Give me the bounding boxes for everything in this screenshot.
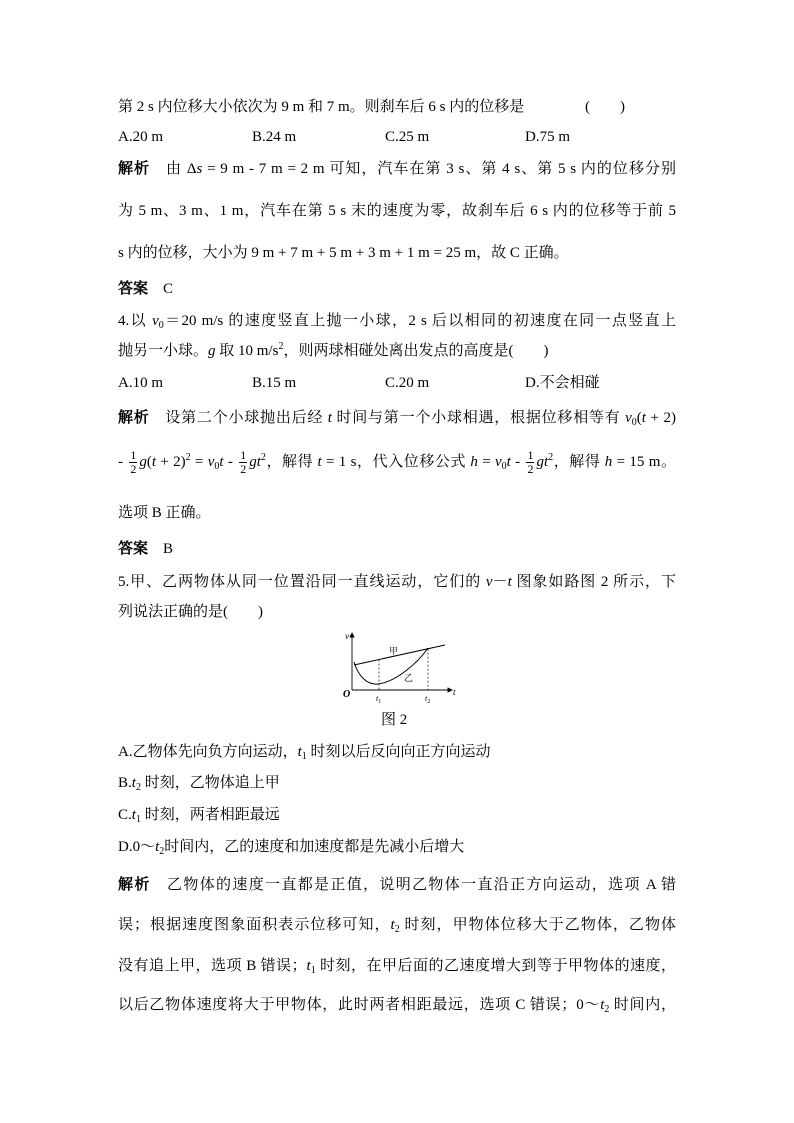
q3-answer-bracket: ( ) <box>585 99 625 115</box>
math-variable: t <box>306 958 311 974</box>
q3-option-a: A.20 m <box>118 129 163 145</box>
math-variable: h <box>604 454 613 470</box>
fraction-denominator: 2 <box>527 462 534 477</box>
t1-label-sub: 1 <box>378 699 382 705</box>
subscript: 0 <box>631 417 637 428</box>
superscript: 2 <box>185 452 191 463</box>
text-run: C <box>148 281 174 297</box>
text-run: - <box>510 454 525 470</box>
math-variable: v <box>625 410 632 426</box>
text-run: 由 Δ <box>150 161 197 177</box>
superscript: 2 <box>260 452 266 463</box>
t2-label-base: t <box>425 694 428 703</box>
text-run: = 15 m。 <box>612 454 676 470</box>
text-run: 取 10 m/s <box>215 343 279 359</box>
section-label: 答案 <box>118 281 149 297</box>
subscript: 0 <box>214 461 220 472</box>
jia-label: 甲 <box>389 646 399 656</box>
q3-option-b: B.24 m <box>252 129 297 145</box>
q5-analysis-line-3 <box>118 956 676 976</box>
t-axis-label: t <box>453 687 456 697</box>
q3-stem-line <box>118 97 524 117</box>
math-variable: h <box>470 454 478 470</box>
text-run: 时间与第一个小球相遇，根据位移相等有 <box>331 410 626 426</box>
subscript: 2 <box>135 782 141 793</box>
math-variable: t <box>131 775 136 791</box>
text-run: 5.甲、乙两物体从同一位置沿同一直线运动，它们的 <box>118 574 486 590</box>
math-variable: v <box>207 454 215 470</box>
q5-option-c <box>118 805 280 825</box>
text-run: 误；根据速度图象面积表示位移可知， <box>118 917 391 933</box>
q4-option-d: D.不会相碰 <box>525 375 600 391</box>
q4-option-b: B.15 m <box>252 375 297 391</box>
q3-analysis-line-2 <box>118 201 676 221</box>
text-run: = <box>477 454 495 470</box>
text-run: 以后乙物体速度将大于甲物体，此时两者相距最远，选项 C 错误；0～ <box>118 997 601 1013</box>
q4-stem-line-2 <box>118 341 548 361</box>
math-variable: t <box>131 807 136 823</box>
text-run: s 内的位移，大小为 9 m + 7 m + 5 m + 3 m + 1 m = 25 m，故 C 正确。 <box>118 245 569 261</box>
text-run: = <box>190 454 208 470</box>
text-run: B. <box>118 775 132 791</box>
subscript: 2 <box>604 1004 610 1015</box>
section-label: 解析 <box>118 410 150 426</box>
text-run: 时刻，乙物体追上甲 <box>140 775 280 791</box>
math-variable: t <box>155 839 160 855</box>
q4-option-a: A.10 m <box>118 375 163 391</box>
math-variable: t <box>506 454 511 470</box>
q4-analysis-line-2 <box>118 447 676 477</box>
text-run: 时间内， <box>609 997 676 1013</box>
text-run: 时刻，在甲后面的乙速度增大到等于甲物体的速度， <box>315 958 676 974</box>
math-variable: gt <box>249 454 261 470</box>
fraction-denominator: 2 <box>240 462 247 477</box>
math-variable: v <box>485 574 493 590</box>
q3-stem-text: 第 2 s 内位移大小依次为 9 m 和 7 m。则刹车后 6 s 内的位移是 <box>118 99 525 115</box>
text-run: B <box>148 541 174 557</box>
text-run: 时间内，乙的速度和加速度都是先减小后增大 <box>164 839 465 855</box>
text-run: A.乙物体先向负方向运动， <box>118 744 298 760</box>
math-variable: t <box>327 410 332 426</box>
section-label: 解析 <box>118 877 151 893</box>
q3-option-c: C.25 m <box>385 129 430 145</box>
math-variable: v <box>494 454 502 470</box>
v-t-diagram <box>335 628 465 708</box>
text-run: 为 5 m、3 m、1 m，汽车在第 5 s 末的速度为零，故刹车后 6 s 内的位移等于前 5 <box>118 203 676 219</box>
origin-label: O <box>343 689 351 700</box>
text-run: 时刻，两者相距最远 <box>140 807 280 823</box>
q5-analysis-line-1 <box>118 875 676 895</box>
fraction <box>239 449 247 476</box>
subscript: 2 <box>394 924 400 935</box>
subscript: 1 <box>310 965 316 976</box>
q5-option-d <box>118 837 464 857</box>
math-variable: t <box>390 917 395 933</box>
text-run: = 9 m - 7 m = 2 m 可知，汽车在第 3 s、第 4 s、第 5 s 内的位移分别 <box>202 161 676 177</box>
v-axis-label: v <box>345 631 349 641</box>
text-run: ＝20 m/s 的速度竖直上抛一小球，2 s 后以相同的初速度在同一点竖直上 <box>163 313 676 329</box>
q3-analysis-line-1 <box>118 159 676 179</box>
t2-label <box>425 694 430 705</box>
q5-option-a <box>118 742 491 762</box>
text-run: = 1 s，代入位移公式 <box>321 454 471 470</box>
text-run: C. <box>118 807 132 823</box>
fraction <box>526 449 534 476</box>
text-run: 时刻，甲物体位移大于乙物体，乙物体 <box>399 917 676 933</box>
curve-jia <box>354 645 445 665</box>
q5-analysis-line-2 <box>118 915 676 935</box>
t1-label-base: t <box>376 694 379 703</box>
text-run: 乙物体的速度一直都是正值，说明乙物体一直沿正方向运动，选项 A 错 <box>150 877 676 893</box>
text-run: + 2) <box>645 410 676 426</box>
subscript: 2 <box>159 846 165 857</box>
math-variable: t <box>317 454 322 470</box>
fraction-numerator: 1 <box>527 448 534 463</box>
figure-caption: 图 2 <box>381 712 408 728</box>
math-variable: t <box>297 744 302 760</box>
text-run: 图象如路图 2 所示，下 <box>511 574 676 590</box>
q3-option-d: D.75 m <box>525 129 570 145</box>
subscript: 1 <box>135 814 141 825</box>
text-run: － <box>492 574 508 590</box>
text-run: ( <box>636 410 642 426</box>
text-run: ，解得 <box>265 454 318 470</box>
q3-analysis-line-3 <box>118 243 569 263</box>
math-variable: t <box>641 410 646 426</box>
subscript: 0 <box>501 461 507 472</box>
text-run: - <box>223 454 238 470</box>
text-run: 列说法正确的是( ) <box>118 604 263 620</box>
q3-answer <box>118 279 173 299</box>
superscript: 2 <box>548 452 554 463</box>
math-variable: t <box>507 574 512 590</box>
text-run: 设第二个小球抛出后经 <box>149 410 328 426</box>
q5-stem-line-2 <box>118 602 263 622</box>
math-variable: g <box>139 454 147 470</box>
text-run: 时刻以后反向向正方向运动 <box>306 744 491 760</box>
math-variable: t <box>151 454 156 470</box>
q5-stem-line-1 <box>118 572 676 592</box>
fraction-numerator: 1 <box>240 448 247 463</box>
math-variable: s <box>196 161 203 177</box>
math-variable: g <box>208 343 216 359</box>
math-variable: t <box>600 997 605 1013</box>
fraction-numerator: 1 <box>130 448 137 463</box>
q4-analysis-line-3 <box>118 503 211 523</box>
yi-label: 乙 <box>404 673 414 683</box>
math-variable: t <box>219 454 224 470</box>
q4-analysis-line-1 <box>118 408 676 428</box>
section-label: 解析 <box>118 161 151 177</box>
q4-stem-line-1 <box>118 311 676 331</box>
subscript: 1 <box>301 751 307 762</box>
fraction-denominator: 2 <box>130 462 137 477</box>
section-label: 答案 <box>118 541 149 557</box>
text-run: ( <box>146 454 152 470</box>
q4-option-c: C.20 m <box>385 375 430 391</box>
text-run: ，解得 <box>553 454 605 470</box>
t1-label <box>376 694 381 705</box>
text-run: + 2) <box>156 454 186 470</box>
math-variable: v <box>152 313 159 329</box>
t2-label-sub: 2 <box>427 699 431 705</box>
text-run: 4.以 <box>118 313 153 329</box>
q5-option-b <box>118 773 280 793</box>
q5-analysis-line-4 <box>118 995 676 1015</box>
q4-answer <box>118 539 173 559</box>
math-variable: gt <box>536 454 549 470</box>
subscript: 0 <box>158 320 164 331</box>
text-run: 没有追上甲，选项 B 错误； <box>118 958 307 974</box>
text-run: - <box>118 454 128 470</box>
text-run: ，则两球相碰处离出发点的高度是( ) <box>283 343 549 359</box>
text-run: D.0～ <box>118 839 156 855</box>
superscript: 2 <box>278 341 284 352</box>
text-run: 抛另一小球。 <box>118 343 209 359</box>
text-run: 选项 B 正确。 <box>118 505 211 521</box>
fraction <box>129 449 137 476</box>
